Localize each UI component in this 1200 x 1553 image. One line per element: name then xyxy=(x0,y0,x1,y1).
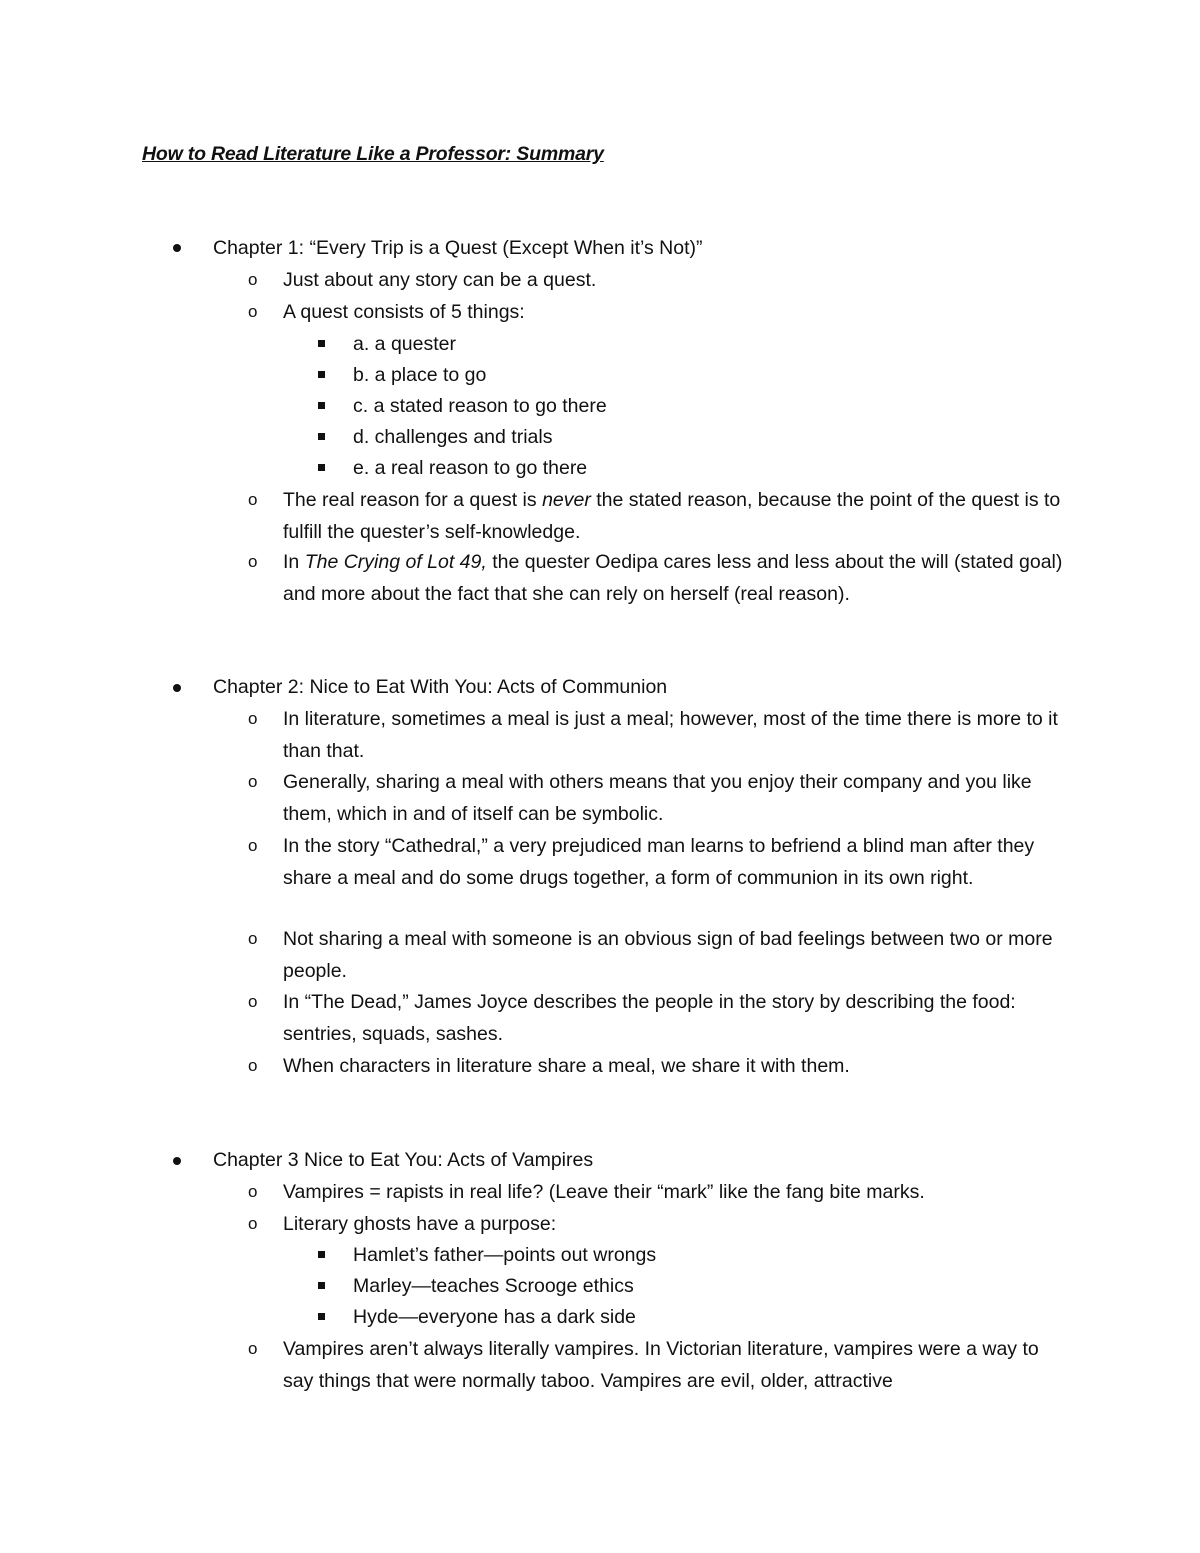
list-item: In the story “Cathedral,” a very prejudiced man learns to befriend a blind man after they share a meal and do some drugs together, a form of communion in its own right. xyxy=(283,835,1035,889)
text-run: the quester Oedipa cares less and less about the will (stated goal) and more about the fact that she can rely on herself (real reason). xyxy=(283,551,1063,605)
sub-list-item: a. a quester xyxy=(353,333,456,355)
bullet-square xyxy=(318,464,325,471)
list-item: In “The Dead,” James Joyce describes the people in the story by describing the food: sentries, squads, sashes. xyxy=(283,991,1016,1045)
bullet-square xyxy=(318,402,325,409)
book-title-text: The Crying of Lot 49, xyxy=(304,551,487,573)
list-item: Not sharing a meal with someone is an obvious sign of bad feelings between two or more people. xyxy=(283,928,1053,982)
chapter-2-heading: Chapter 2: Nice to Eat With You: Acts of Communion xyxy=(213,676,668,698)
emphasis-text: never xyxy=(542,489,591,511)
sub-list-item: d. challenges and trials xyxy=(353,426,553,448)
list-item: When characters in literature share a meal, we share it with them. xyxy=(283,1055,850,1077)
bullet-disc xyxy=(173,244,181,252)
bullet-circle: o xyxy=(248,552,258,571)
list-item xyxy=(283,547,1073,610)
list-item xyxy=(283,485,1073,548)
sub-list-item: e. a real reason to go there xyxy=(353,457,588,479)
bullet-disc xyxy=(173,1157,181,1165)
bullet-square xyxy=(318,1251,325,1258)
bullet-square xyxy=(318,1282,325,1289)
bullet-circle: o xyxy=(248,929,258,948)
list-item: A quest consists of 5 things: xyxy=(283,301,525,323)
document-title: How to Read Literature Like a Professor: Summary xyxy=(142,143,604,165)
bullet-square xyxy=(318,433,325,440)
list-item: Just about any story can be a quest. xyxy=(283,269,597,291)
bullet-circle: o xyxy=(248,490,258,509)
text-run: The real reason for a quest is xyxy=(283,489,543,511)
bullet-circle: o xyxy=(248,992,258,1011)
list-item: Vampires aren’t always literally vampires. In Victorian literature, vampires were a way to say things that were normally taboo. Vampires are evil, older, attractive xyxy=(283,1338,1039,1392)
list-item: In literature, sometimes a meal is just a meal; however, most of the time there is more to it than that. xyxy=(283,708,1058,762)
bullet-circle: o xyxy=(248,772,258,791)
sub-list-item: Marley—teaches Scrooge ethics xyxy=(353,1275,634,1297)
bullet-circle: o xyxy=(248,302,258,321)
bullet-circle: o xyxy=(248,836,258,855)
sub-list-item: c. a stated reason to go there xyxy=(353,395,607,417)
bullet-circle: o xyxy=(248,1056,258,1075)
bullet-circle: o xyxy=(248,1339,258,1358)
text-run: the stated reason, because the point of the quest is to fulfill the quester’s self-knowledge. xyxy=(283,489,1061,543)
text-run: In xyxy=(283,551,305,573)
list-item: Generally, sharing a meal with others means that you enjoy their company and you like them, which in and of itself can be symbolic. xyxy=(283,771,1032,825)
bullet-circle: o xyxy=(248,270,258,289)
bullet-square xyxy=(318,340,325,347)
sub-list-item: Hyde—everyone has a dark side xyxy=(353,1306,636,1328)
bullet-circle: o xyxy=(248,1214,258,1233)
bullet-square xyxy=(318,1313,325,1320)
chapter-3-heading: Chapter 3 Nice to Eat You: Acts of Vampires xyxy=(213,1149,594,1171)
bullet-circle: o xyxy=(248,709,258,728)
sub-list-item: Hamlet’s father—points out wrongs xyxy=(353,1244,657,1266)
bullet-circle: o xyxy=(248,1182,258,1201)
bullet-disc xyxy=(173,684,181,692)
bullet-square xyxy=(318,371,325,378)
list-item: Literary ghosts have a purpose: xyxy=(283,1213,557,1235)
sub-list-item: b. a place to go xyxy=(353,364,487,386)
list-item: Vampires = rapists in real life? (Leave their “mark” like the fang bite marks. xyxy=(283,1181,925,1203)
chapter-1-heading: Chapter 1: “Every Trip is a Quest (Except When it’s Not)” xyxy=(213,237,703,259)
